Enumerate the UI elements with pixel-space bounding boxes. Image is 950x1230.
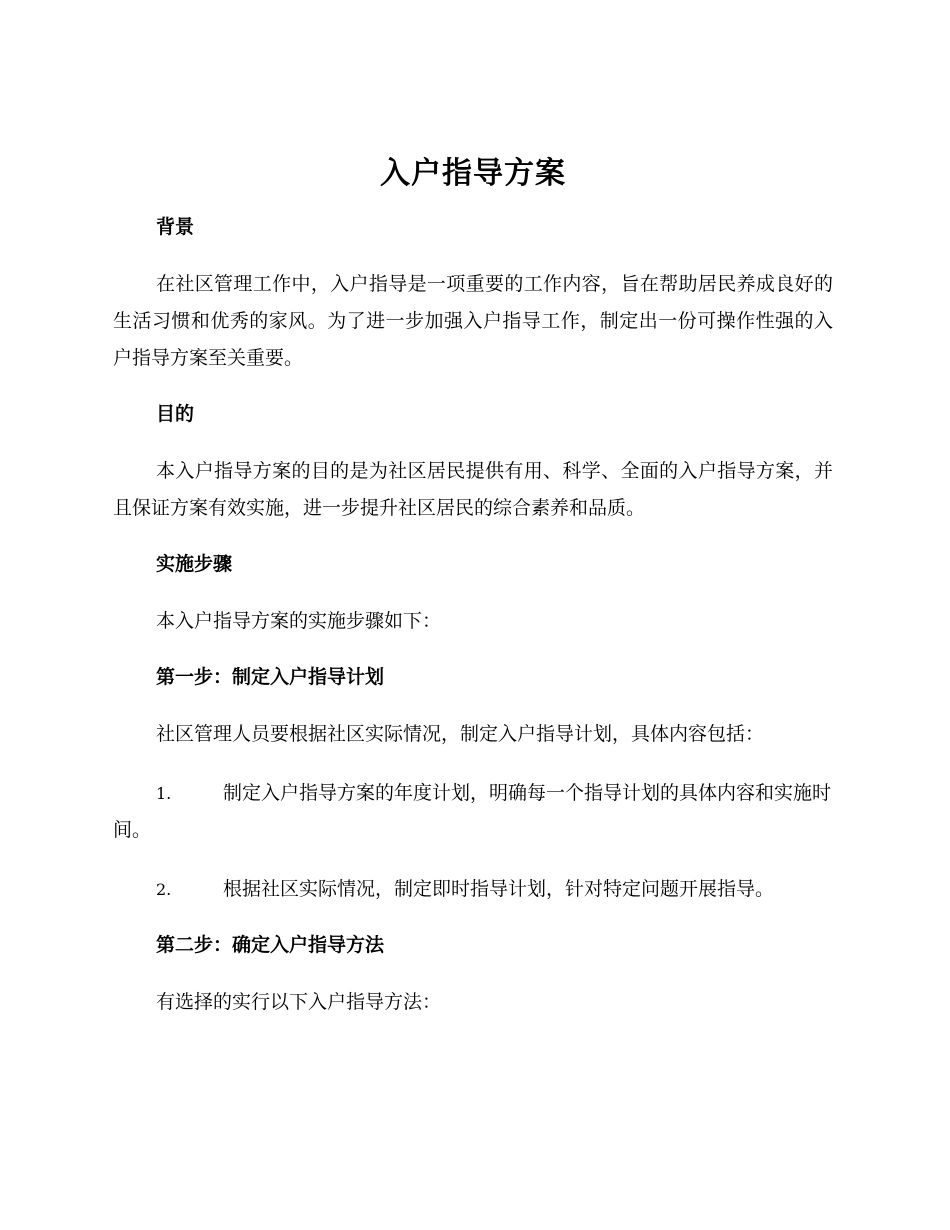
list-item-number: 2. (156, 880, 172, 899)
document-body (113, 150, 833, 1043)
document-title: 入户指导方案 (380, 156, 566, 191)
section-heading-background: 背景 (156, 216, 195, 238)
paragraph-step1-intro: 社区管理人员要根据社区实际情况，制定入户指导计划，具体内容包括： (156, 723, 765, 745)
list-item (113, 775, 833, 849)
section-heading-step1: 第一步：制定入户指导计划 (156, 666, 385, 688)
list-item (113, 871, 833, 908)
paragraph-step2-intro: 有选择的实行以下入户指导方法： (156, 991, 442, 1013)
section-heading-step2: 第二步：确定入户指导方法 (156, 934, 385, 956)
list-item-text: 制定入户指导方案的年度计划，明确每一个指导计划的具体内容和实施时间。 (113, 782, 832, 841)
paragraph-purpose: 本入户指导方案的目的是为社区居民提供有用、科学、全面的入户指导方案，并且保证方案有效实施，进一步提升社区居民的综合素养和品质。 (113, 460, 833, 519)
section-heading-steps: 实施步骤 (156, 553, 233, 575)
list-item-text: 根据社区实际情况，制定即时指导计划，针对特定问题开展指导。 (223, 878, 775, 900)
list-item-number: 1. (156, 784, 172, 803)
paragraph-steps-intro: 本入户指导方案的实施步骤如下： (156, 610, 442, 632)
paragraph-background: 在社区管理工作中，入户指导是一项重要的工作内容，旨在帮助居民养成良好的生活习惯和优秀的家风。为了进一步加强入户指导工作，制定出一份可操作性强的入户指导方案至关重要。 (113, 273, 833, 369)
section-heading-purpose: 目的 (156, 403, 195, 425)
